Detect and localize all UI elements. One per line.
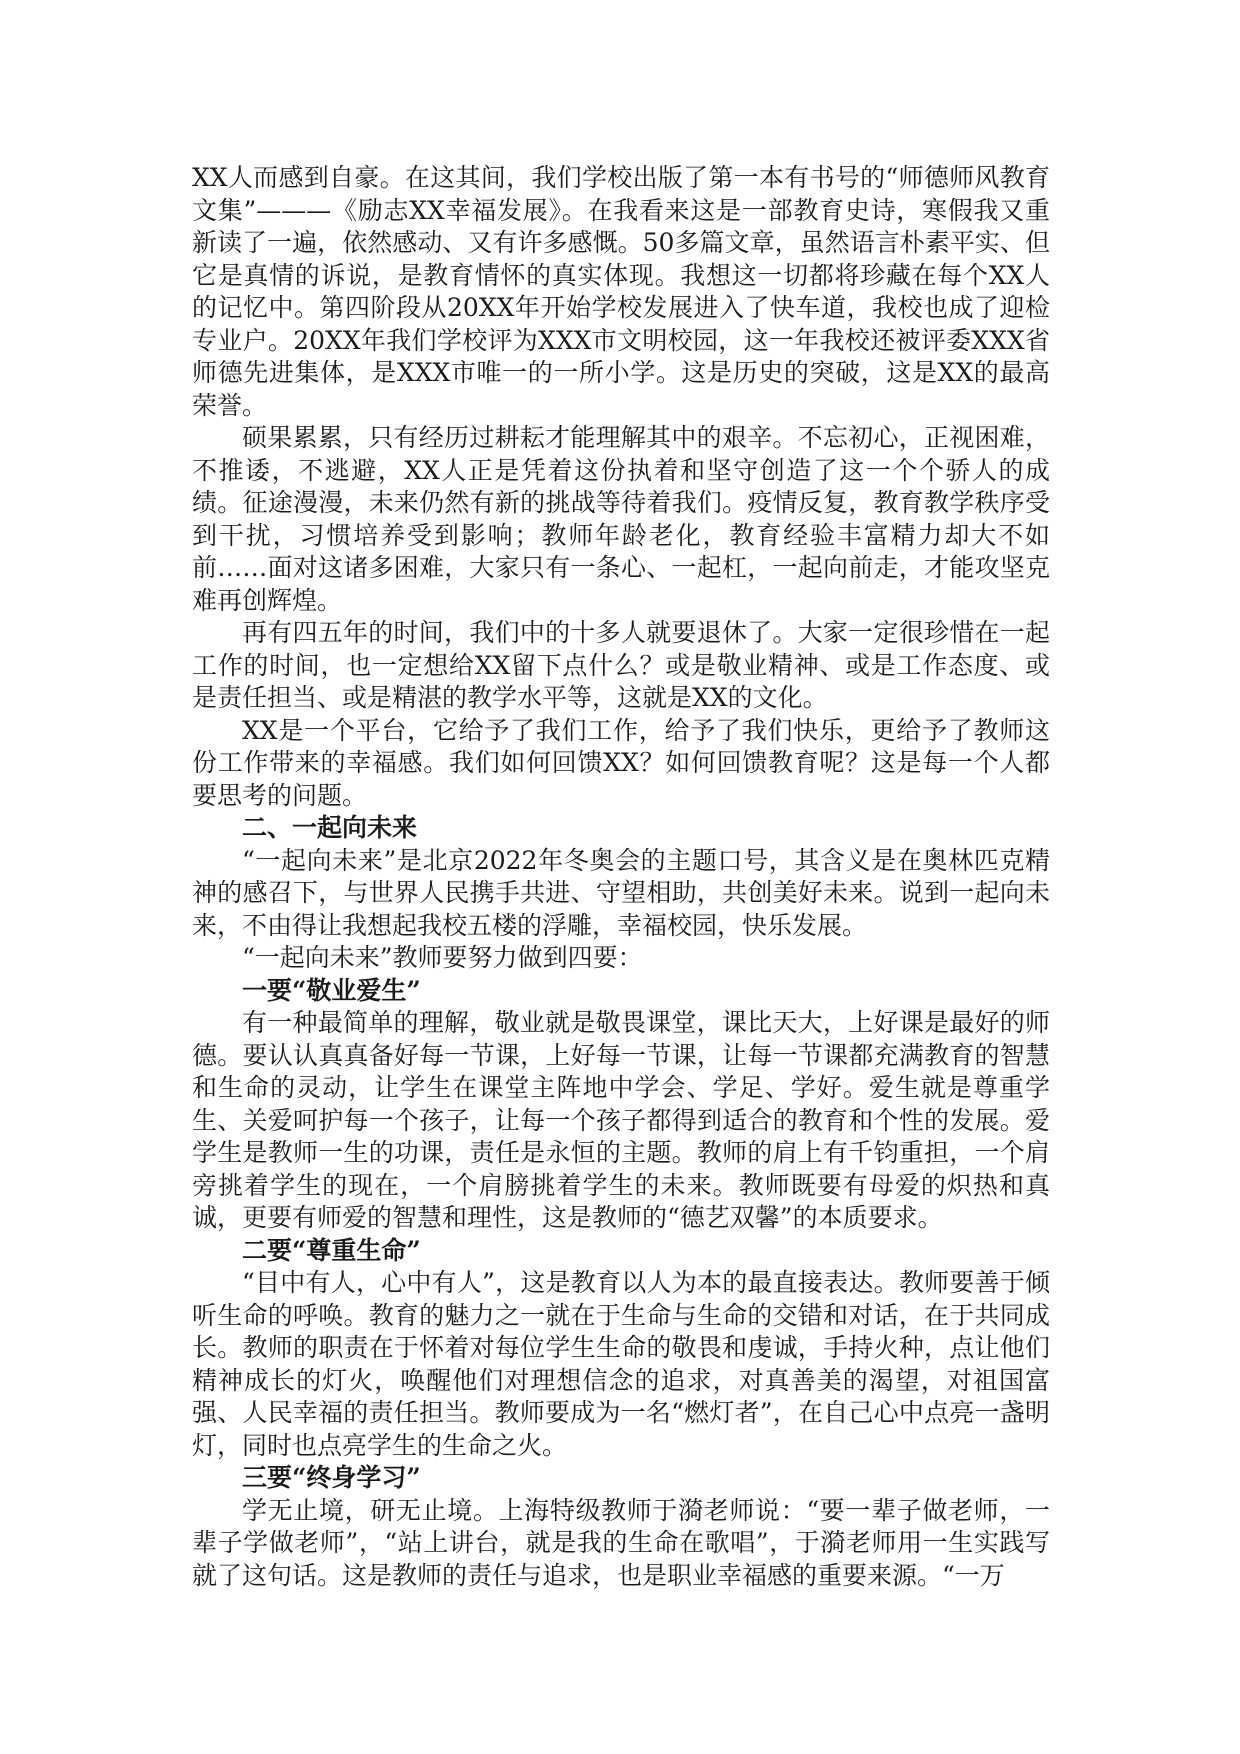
- subsection-heading: 一要“敬业爱生”: [242, 975, 421, 1005]
- section-heading: 二、一起向未来: [242, 813, 418, 842]
- paragraph: “目中有人，心中有人”，这是教育以人为本的最直接表达。教师要善于倾听生命的呼唤。教育的魅力之一就在于生命与生命的交错和对话，在于共同成长。教师的职责在于怀着对每位学生生命的敬畏和虔诚，手持火种，点让他们精神成长的灯火，唤醒他们对理想信念的追求，对真善美的渴望，对祖国富强、人民幸福的责任担当。教师要成为一名“燃灯者”，在自己心中点亮一盏明灯，同时也点亮学生的生命之火。: [192, 1268, 1050, 1460]
- subsection-heading: 二要“尊重生命”: [242, 1235, 421, 1265]
- subsection-heading: 三要“终身学习”: [242, 1463, 421, 1492]
- paragraph: 有一种最简单的理解，敬业就是敬畏课堂，课比天大，上好课是最好的师德。要认认真真备好每一节课，上好每一节课，让每一节课都充满教育的智慧和生命的灵动，让学生在课堂主阵地中学会、学足、学好。爱生就是尊重学生、关爱呵护每一个孩子，让每一个孩子都得到适合的教育和个性的发展。爱学生是教师一生的功课，责任是永恒的主题。教师的肩上有千钧重担，一个肩旁挑着学生的现在，一个肩膀挑着学生的未来。教师既要有母爱的炽热和真诚，更要有师爱的智慧和理性，这是教师的“德艺双馨”的本质要求。: [192, 1008, 1050, 1232]
- paragraph: “一起向未来”是北京2022年冬奥会的主题口号，其含义是在奥林匹克精神的感召下，与世界人民携手共进、守望相助，共创美好未来。说到一起向未来，不由得让我想起我校五楼的浮雕，幸福校园，快乐发展。: [192, 845, 1050, 940]
- paragraph: 硕果累累，只有经历过耕耘才能理解其中的艰辛。不忘初心，正视困难，不推诿，不逃避，XX人正是凭着这份执着和坚守创造了这一个个骄人的成绩。征途漫漫，未来仍然有新的挑战等待着我们。疫情反复，教育教学秩序受到干扰，习惯培养受到影响；教师年龄老化，教育经验丰富精力却大不如前……面对这诸多困难，大家只有一条心、一起杠，一起向前走，才能攻坚克难再创辉煌。: [192, 423, 1050, 615]
- paragraph: XX人而感到自豪。在这其间，我们学校出版了第一本有书号的“师德师风教育文集”———《励志XX幸福发展》。在我看来这是一部教育史诗，寒假我又重新读了一遍，依然感动、又有许多感慨。50多篇文章，虽然语言朴素平实、但它是真情的诉说，是教育情怀的真实体现。我想这一切都将珍藏在每个XX人的记忆中。第四阶段从20XX年开始学校发展进入了快车道，我校也成了迎检专业户。20XX年我们学校评为XXX市文明校园，这一年我校还被评委XXX省师德先进集体，是XXX市唯一的一所小学。这是历史的突破，这是XX的最高荣誉。: [192, 163, 1050, 420]
- paragraph: 再有四五年的时间，我们中的十多人就要退休了。大家一定很珍惜在一起工作的时间，也一定想给XX留下点什么？或是敬业精神、或是工作态度、或是责任担当、或是精湛的教学水平等，这就是XX的文化。: [192, 618, 1050, 712]
- paragraph: XX是一个平台，它给予了我们工作，给予了我们快乐，更给予了教师这份工作带来的幸福感。我们如何回馈XX？如何回馈教育呢？这是每一个人都要思考的问题。: [192, 715, 1050, 810]
- paragraph: 学无止境，研无止境。上海特级教师于漪老师说：“要一辈子做老师，一辈子学做老师”，“站上讲台，就是我的生命在歌唱”，于漪老师用一生实践写就了这句话。这是教师的责任与追求，也是职业幸福感的重要来源。“一万: [192, 1495, 1050, 1590]
- document-body: [192, 162, 1050, 1592]
- paragraph: “一起向未来”教师要努力做到四要：: [242, 943, 643, 972]
